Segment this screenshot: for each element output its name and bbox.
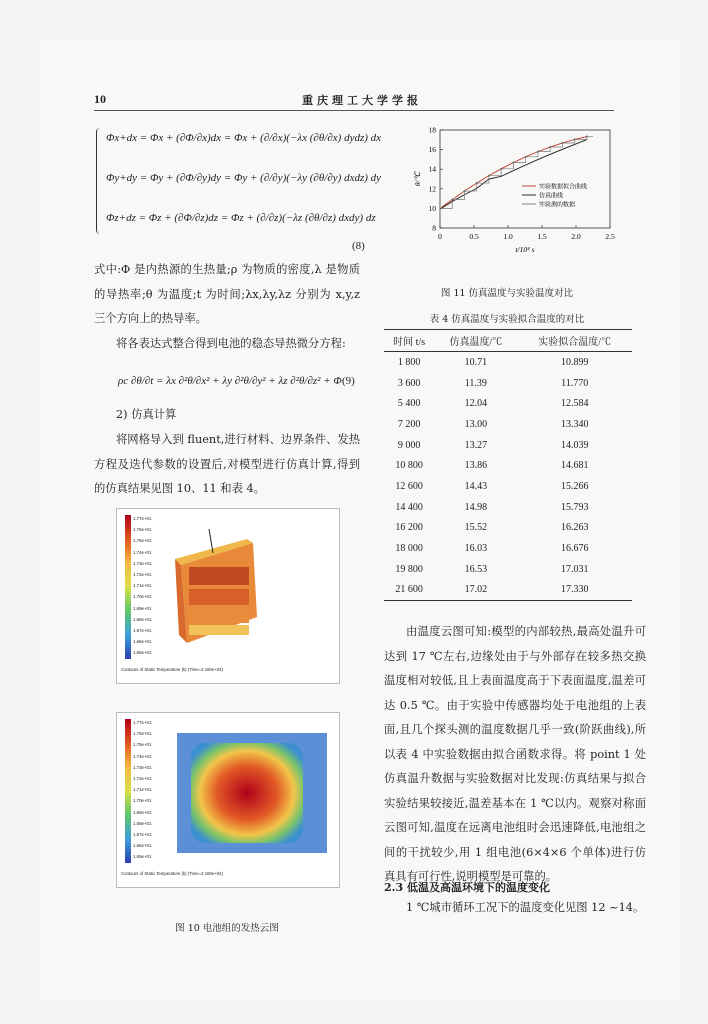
x-tick-label: 0 xyxy=(438,232,442,241)
legend-entry: 实验测的数据 xyxy=(539,201,576,209)
fig10-footer-bottom: Contours of Static Temperature (k) (Time=2.160e+04) xyxy=(121,871,223,876)
table-header-sim: 仿真温度/℃ xyxy=(434,330,517,352)
table4 xyxy=(384,329,632,601)
cell-sim: 11.39 xyxy=(464,377,487,389)
legend-value: 1.69e+01 xyxy=(133,809,152,815)
experiment-point xyxy=(537,151,539,153)
cell-sim: 13.27 xyxy=(464,439,488,451)
table4-caption: 表 4 仿真温度与实验拟合温度的对比 xyxy=(429,314,585,325)
legend-value: 1.74e+01 xyxy=(133,753,152,759)
cell-exp: 16.676 xyxy=(560,543,589,555)
fig11-caption: 图 11 仿真温度与实验温度对比 xyxy=(440,288,574,299)
cell-time: 18 000 xyxy=(395,543,423,555)
legend-value: 1.77e+01 xyxy=(133,516,152,521)
equation-9-number: (9) xyxy=(342,375,355,387)
cell-time: 16 200 xyxy=(395,522,423,534)
equation-8-line-y: Φy+dy = Φy + (∂Φ/∂y)dy = Φy + (∂/∂y)(−λy (∂θ/∂y) dxdz) dy xyxy=(106,172,382,184)
cell-exp: 16.263 xyxy=(560,522,589,534)
fig10-footer-top: Contours of Static Temperature (k) (Time=2.160e+04) xyxy=(121,667,223,672)
legend-value: 1.72e+01 xyxy=(133,776,152,782)
table-row xyxy=(384,373,632,394)
legend-value: 1.72e+01 xyxy=(133,572,152,578)
running-header xyxy=(94,90,614,111)
table-row xyxy=(384,559,632,580)
legend-entry: 实验数据拟合曲线 xyxy=(539,183,588,191)
cell-sim: 13.00 xyxy=(464,418,488,430)
table-header-exp: 实验拟合温度/℃ xyxy=(517,330,632,352)
experiment-point xyxy=(574,138,576,140)
equation-9: ρc ∂θ/∂t = λx ∂²θ/∂x² + λy ∂²θ/∂y² + λz ∂²θ/∂z² + Φ xyxy=(118,375,342,387)
experiment-point xyxy=(525,156,527,158)
table-header-row xyxy=(384,330,632,352)
experiment-point xyxy=(586,135,588,137)
plot-frame xyxy=(440,130,610,228)
y-tick-label: 16 xyxy=(428,145,436,155)
fig10-contour-plane xyxy=(116,712,340,888)
equation-8-line-z: Φz+dz = Φz + (∂Φ/∂z)dz = Φz + (∂/∂z)(−λz (∂θ/∂z) dxdy) dz xyxy=(106,212,376,224)
cell-exp: 15.793 xyxy=(560,501,589,513)
fig10-caption: 图 10 电池组的发热云图 xyxy=(175,923,279,934)
table-row xyxy=(384,538,632,559)
cell-time: 19 800 xyxy=(395,563,423,575)
table-row xyxy=(384,455,632,476)
y-tick-label: 12 xyxy=(428,184,436,194)
section-2-3-heading: 2.3 低温及高温环境下的温度变化 xyxy=(384,881,550,894)
table-row xyxy=(384,518,632,539)
fig10-plane-contour xyxy=(117,713,339,887)
subsection-simulation: 2) 仿真计算 xyxy=(116,408,177,421)
fig10-battery-3d xyxy=(117,509,339,683)
table-row xyxy=(384,414,632,435)
cell-time: 14 400 xyxy=(395,501,423,513)
legend-value: 1.68e+01 xyxy=(133,820,152,826)
left-paragraph-2: 将各表达式整合得到电池的稳态导热微分方程: xyxy=(116,337,346,350)
experiment-point xyxy=(500,168,502,170)
legend-value: 1.70e+01 xyxy=(133,798,152,804)
legend-value: 1.73e+01 xyxy=(133,764,152,770)
y-tick-label: 14 xyxy=(428,164,436,174)
fig11-chart xyxy=(380,118,630,268)
table-row xyxy=(384,393,632,414)
left-paragraph-1: 式中:Φ 是内热源的生热量;ρ 为物质的密度,λ 是物质的导热率;θ 为温度;t 为时间;λx,λy,λz 分别为 x,y,z 三个方向上的热导率。 xyxy=(94,263,360,325)
cell-exp: 14.039 xyxy=(560,439,589,451)
journal-title: 重庆理工大学学报 xyxy=(302,94,422,107)
experiment-point xyxy=(463,190,465,192)
experiment-step-line xyxy=(441,137,593,209)
legend-value: 1.66e+01 xyxy=(133,639,152,645)
cell-exp: 17.031 xyxy=(560,563,589,575)
cell-exp: 13.340 xyxy=(560,418,589,430)
legend-value: 1.75e+01 xyxy=(133,742,152,748)
cell-time: 12 600 xyxy=(395,480,423,492)
x-tick-label: 2.5 xyxy=(605,232,615,241)
equation-8 xyxy=(96,128,382,238)
cell-sim: 14.98 xyxy=(464,501,488,513)
cell-sim: 16.53 xyxy=(464,563,488,575)
legend-value: 1.69e+01 xyxy=(133,605,152,611)
legend-value: 1.67e+01 xyxy=(133,832,152,838)
cell-sim: 15.52 xyxy=(464,522,488,534)
cell-exp: 17.330 xyxy=(517,580,632,601)
experiment-point xyxy=(451,198,453,200)
cell-sim: 12.04 xyxy=(464,398,488,410)
right-paragraph-2: 1 ℃城市循环工况下的温度变化见图 12 ~14。 xyxy=(406,901,645,914)
x-axis-label: t/10⁴ s xyxy=(515,245,535,254)
right-paragraph-1: 由温度云图可知:模型的内部较热,最高处温升可达到 17 ℃左右,边缘处由于与外部存在较多热交换温度相对较低,且上表面温度高于下表面温度,温差可达 0.5 ℃。由于实验中传感器均处于电池组的上表面,且几个探头测的温度数据几乎一致(阶跃曲线),所以表 4 中实验数据由拟合函数求得。将 point 1 处仿真温升数据与实验数据对比发现:仿真结果与拟合实验结果较接近,温差基本在 1 ℃以内。观察对称面云图可知,温度在远离电池组时会迅速降低,电池组之间的干扰较少,用 1 组电池(6×4×6 个单体)进行仿真具有可行性,说明模型是可靠的。 xyxy=(384,625,646,883)
experiment-point xyxy=(512,161,514,163)
experiment-point xyxy=(561,142,563,144)
legend-value: 1.74e+01 xyxy=(133,549,152,555)
cell-sim: 17.02 xyxy=(434,580,517,601)
simulation-curve-line xyxy=(441,140,587,209)
legend-value: 1.65e+01 xyxy=(133,650,152,656)
table-row xyxy=(384,352,632,373)
legend-value: 1.65e+01 xyxy=(133,854,152,860)
page-number: 10 xyxy=(94,92,106,106)
cell-time: 21 600 xyxy=(384,580,434,601)
cell-exp: 14.681 xyxy=(560,460,589,472)
cell-sim: 14.43 xyxy=(464,480,488,492)
legend-value: 1.71e+01 xyxy=(133,583,152,589)
cell-time: 1 800 xyxy=(397,356,421,368)
cell-time: 9 000 xyxy=(397,439,421,451)
experiment-point xyxy=(549,146,551,148)
y-tick-label: 8 xyxy=(432,223,436,233)
table4-body xyxy=(384,352,632,601)
table-row xyxy=(384,497,632,518)
table-row xyxy=(384,580,632,601)
equation-8-number: (8) xyxy=(352,240,365,252)
x-tick-label: 0.5 xyxy=(469,232,479,241)
legend-entry: 仿真曲线 xyxy=(539,192,564,200)
legend-value: 1.76e+01 xyxy=(133,731,152,737)
legend-value: 1.76e+01 xyxy=(133,527,152,533)
cell-time: 10 800 xyxy=(395,460,423,472)
legend-value: 1.67e+01 xyxy=(133,628,152,634)
y-tick-label: 18 xyxy=(428,125,436,135)
cell-time: 5 400 xyxy=(397,398,421,410)
legend-value: 1.77e+01 xyxy=(133,720,152,725)
legend-value: 1.75e+01 xyxy=(133,538,152,544)
fit-curve-line xyxy=(441,137,587,208)
cell-exp: 12.584 xyxy=(560,398,589,410)
x-tick-label: 1.5 xyxy=(537,232,547,241)
cell-exp: 11.770 xyxy=(561,377,589,389)
experiment-point xyxy=(476,182,478,184)
cell-sim: 16.03 xyxy=(464,543,488,555)
table-header-time: 时间 t/s xyxy=(384,330,434,352)
legend-value: 1.70e+01 xyxy=(133,594,152,600)
y-axis-label: θ/℃ xyxy=(413,171,422,187)
legend-value: 1.71e+01 xyxy=(133,787,152,793)
cell-sim: 13.86 xyxy=(464,460,488,472)
legend-value: 1.66e+01 xyxy=(133,843,152,849)
cell-time: 3 600 xyxy=(397,377,421,389)
equation-8-line-x: Φx+dx = Φx + (∂Φ/∂x)dx = Φx + (∂/∂x)(−λx (∂θ/∂x) dydz) dx xyxy=(106,132,382,144)
cell-sim: 10.71 xyxy=(464,356,488,368)
cell-exp: 10.899 xyxy=(560,356,589,368)
cell-time: 7 200 xyxy=(397,418,421,430)
legend-value: 1.68e+01 xyxy=(133,616,152,622)
legend-value: 1.73e+01 xyxy=(133,560,152,566)
y-tick-label: 10 xyxy=(428,203,436,213)
table-row xyxy=(384,435,632,456)
cell-exp: 15.266 xyxy=(560,480,589,492)
equation-brace xyxy=(96,128,103,234)
fig10-contour-3d xyxy=(116,508,340,684)
x-tick-label: 2.0 xyxy=(571,232,581,241)
x-tick-label: 1.0 xyxy=(503,232,513,241)
table-row xyxy=(384,476,632,497)
left-paragraph-3: 将网格导入到 fluent,进行材料、边界条件、发热方程及迭代参数的设置后,对模型进行仿真计算,得到的仿真结果见图 10、11 和表 4。 xyxy=(94,433,360,495)
experiment-point xyxy=(488,175,490,177)
